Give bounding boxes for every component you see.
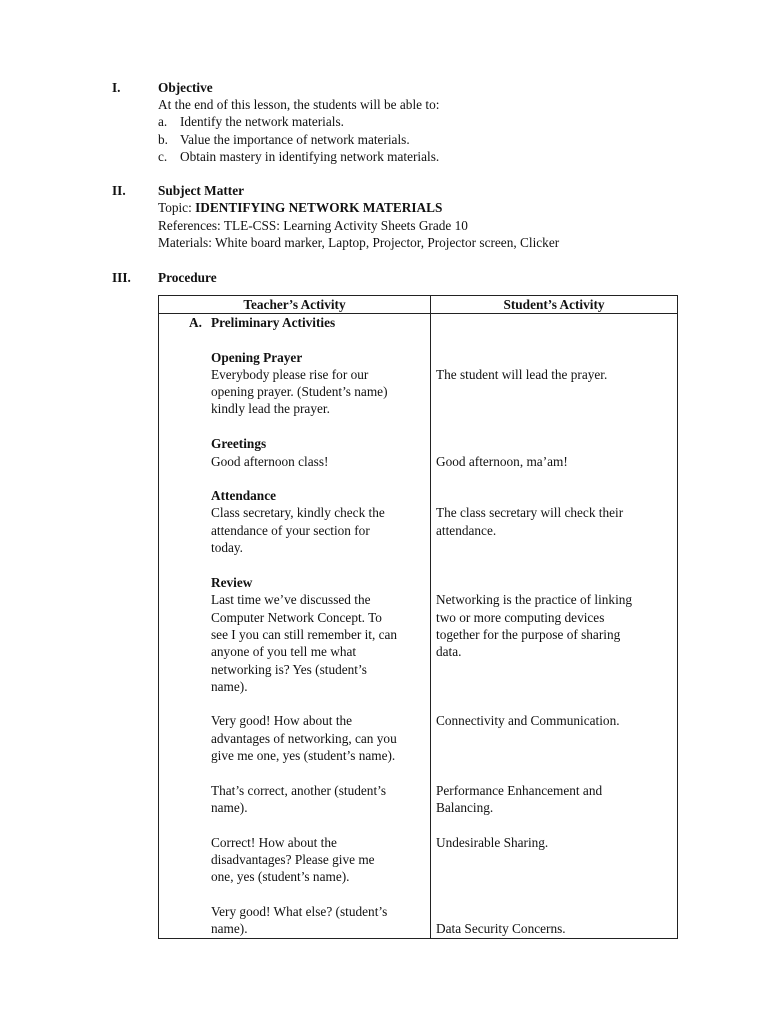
student-line: Undesirable Sharing. bbox=[436, 835, 549, 850]
student-line: The class secretary will check their bbox=[436, 505, 624, 520]
section-numeral-procedure: III. bbox=[112, 270, 131, 285]
header-teacher-activity: Teacher’s Activity bbox=[243, 297, 346, 312]
objective-item-text: Identify the network materials. bbox=[180, 114, 344, 129]
teacher-line: Class secretary, kindly check the bbox=[211, 505, 385, 520]
teacher-line: networking is? Yes (student’s bbox=[211, 662, 367, 677]
header-student-activity: Student’s Activity bbox=[503, 297, 605, 312]
teacher-line: give me one, yes (student’s name). bbox=[211, 748, 396, 763]
objective-item-letter: c. bbox=[158, 149, 168, 164]
topic-line bbox=[158, 199, 442, 216]
student-line: two or more computing devices bbox=[436, 610, 605, 625]
teacher-line: name). bbox=[211, 921, 248, 936]
teacher-line: Very good! How about the bbox=[211, 713, 353, 728]
teacher-line: today. bbox=[211, 540, 244, 555]
teacher-line: opening prayer. (Student’s name) bbox=[211, 384, 388, 399]
teacher-line: attendance of your section for bbox=[211, 523, 370, 538]
teacher-line: That’s correct, another (student’s bbox=[211, 783, 387, 798]
column-divider bbox=[430, 296, 431, 938]
student-line: Networking is the practice of linking bbox=[436, 592, 633, 607]
teacher-line: Very good! What else? (student’s bbox=[211, 904, 388, 919]
greetings-title: Greetings bbox=[211, 436, 267, 451]
objective-intro: At the end of this lesson, the students will be able to: bbox=[158, 97, 440, 112]
review-title: Review bbox=[211, 575, 253, 590]
objective-item-text: Value the importance of network materials. bbox=[180, 132, 410, 147]
objective-item-text: Obtain mastery in identifying network materials. bbox=[180, 149, 440, 164]
student-line: Balancing. bbox=[436, 800, 494, 815]
references-line: References: TLE-CSS: Learning Activity Sheets Grade 10 bbox=[158, 218, 468, 233]
teacher-line: see I you can still remember it, can bbox=[211, 627, 398, 642]
teacher-line: kindly lead the prayer. bbox=[211, 401, 330, 416]
procedure-table bbox=[158, 295, 678, 939]
section-heading-subject-matter: Subject Matter bbox=[158, 183, 245, 198]
preliminary-title: Preliminary Activities bbox=[211, 315, 336, 330]
student-line: Performance Enhancement and bbox=[436, 783, 603, 798]
student-line: attendance. bbox=[436, 523, 497, 538]
student-line: together for the purpose of sharing bbox=[436, 627, 621, 642]
student-line: data. bbox=[436, 644, 462, 659]
preliminary-letter: A. bbox=[189, 315, 202, 330]
teacher-line: Correct! How about the bbox=[211, 835, 337, 850]
attendance-title: Attendance bbox=[211, 488, 276, 503]
teacher-line: Last time we’ve discussed the bbox=[211, 592, 371, 607]
student-line: Data Security Concerns. bbox=[436, 921, 566, 936]
section-numeral-subject-matter: II. bbox=[112, 183, 126, 198]
teacher-line: anyone of you tell me what bbox=[211, 644, 357, 659]
teacher-line: name). bbox=[211, 800, 248, 815]
teacher-line: name). bbox=[211, 679, 248, 694]
objective-item-letter: b. bbox=[158, 132, 168, 147]
opening-prayer-title: Opening Prayer bbox=[211, 350, 303, 365]
student-line: The student will lead the prayer. bbox=[436, 367, 608, 382]
topic-label: Topic: bbox=[158, 200, 196, 215]
section-heading-objective: Objective bbox=[158, 80, 213, 95]
section-numeral-objective: I. bbox=[112, 80, 121, 95]
topic-value: IDENTIFYING NETWORK MATERIALS bbox=[195, 200, 443, 215]
teacher-line: Computer Network Concept. To bbox=[211, 610, 382, 625]
student-line: Good afternoon, ma’am! bbox=[436, 454, 568, 469]
teacher-line: advantages of networking, can you bbox=[211, 731, 397, 746]
objective-item-letter: a. bbox=[158, 114, 168, 129]
teacher-line: Everybody please rise for our bbox=[211, 367, 369, 382]
teacher-line: one, yes (student’s name). bbox=[211, 869, 350, 884]
teacher-line: disadvantages? Please give me bbox=[211, 852, 375, 867]
teacher-line: Good afternoon class! bbox=[211, 454, 329, 469]
section-heading-procedure: Procedure bbox=[158, 270, 217, 285]
materials-line: Materials: White board marker, Laptop, Projector, Projector screen, Clicker bbox=[158, 235, 560, 250]
student-line: Connectivity and Communication. bbox=[436, 713, 620, 728]
